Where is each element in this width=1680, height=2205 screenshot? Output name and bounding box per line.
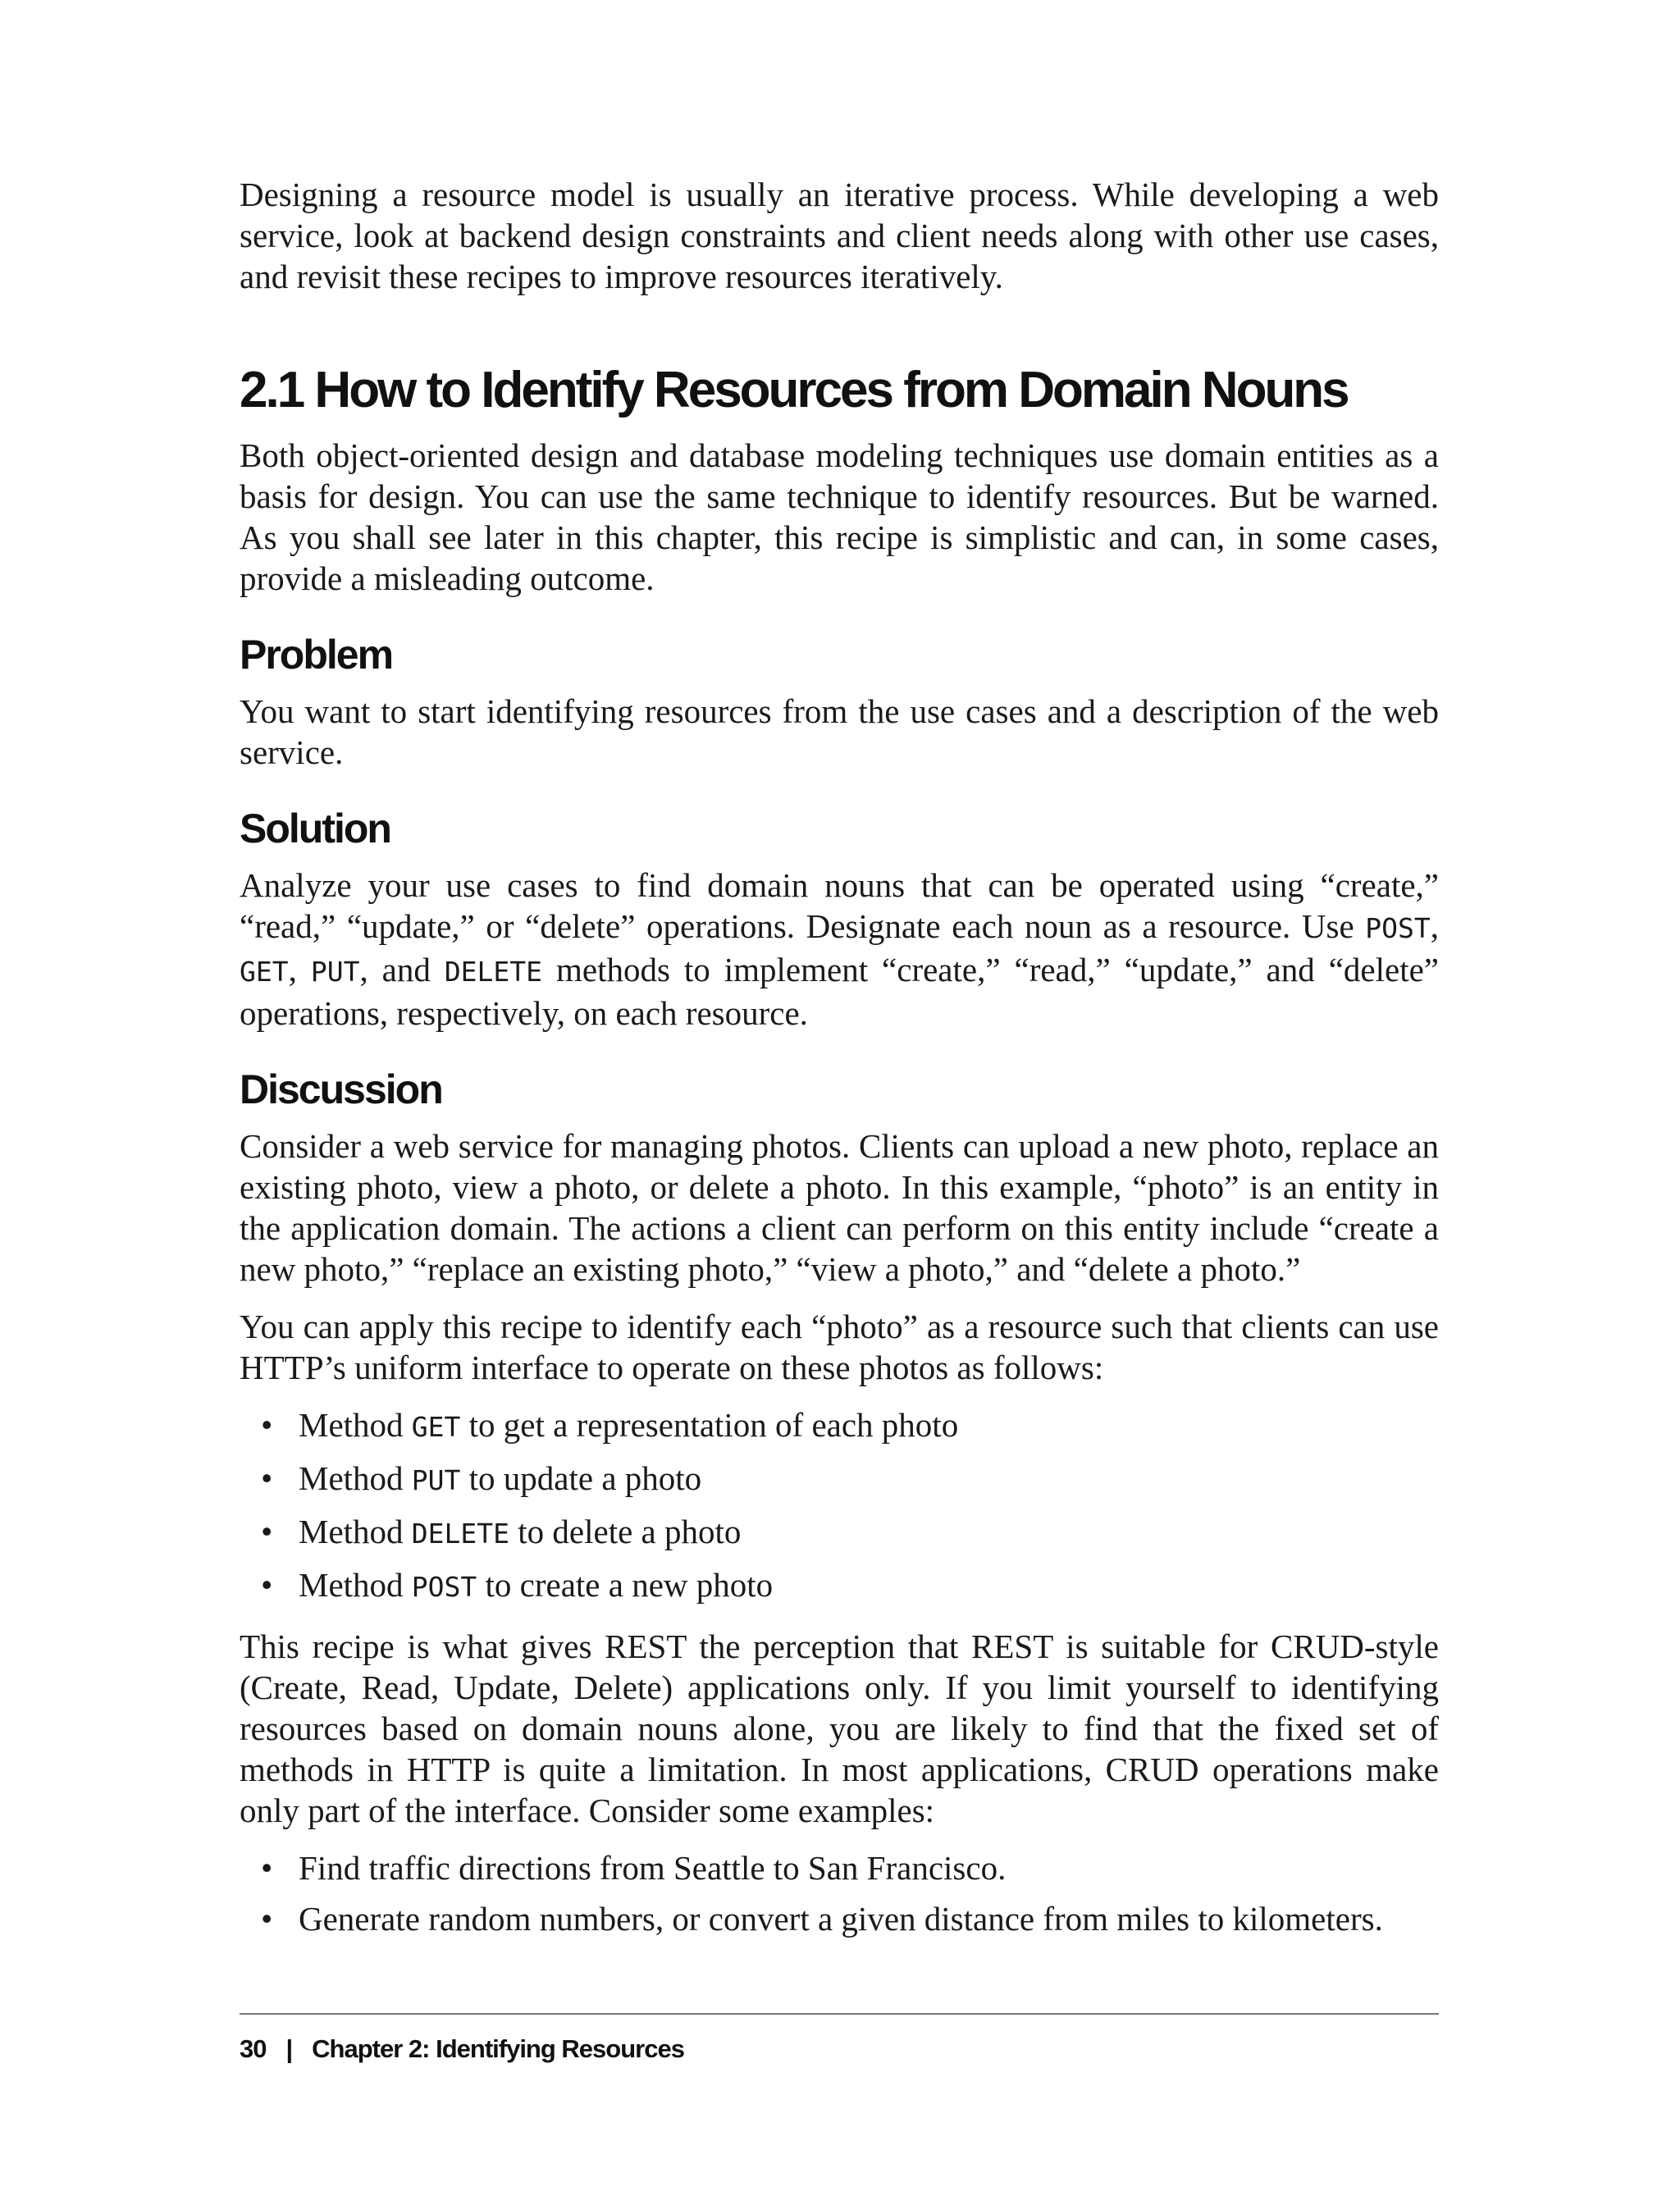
discussion-paragraph-1: Consider a web service for managing photos. Clients can upload a new photo, replace an existing photo, view a photo, or delete a photo. In this example, “photo” is an entity in the application domain. The actions a client can perform on this entity include “create a new photo,” “replace an existing photo,” “view a photo,” and “delete a photo.” [240,1127,1439,1288]
code-method: POST [411,1571,477,1603]
list-item-text: Method [299,1566,412,1604]
section-title: 2.1 How to Identify Resources from Domain Nouns [240,362,1348,418]
list-item-text: Method [299,1459,412,1497]
discussion-paragraph-3: This recipe is what gives REST the perception that REST is suitable for CRUD-style (Create, Read, Update, Delete) applications only. If you limit yourself to identifying resources based on domain nouns alone, you are likely to find that the fixed set of methods in HTTP is quite a limitation. In most applications, CRUD operations make only part of the interface. Consider some examples: [240,1628,1439,1829]
problem-heading: Problem [240,632,393,678]
solution-text: , and [359,951,445,988]
solution-paragraph [240,865,1439,1034]
section-intro-paragraph: Both object-oriented design and database modeling techniques use domain entities as a basis for design. You can use the same technique to identify resources. But be warned. As you shall see later in this chapter, this recipe is simplistic and can, in some cases, provide a misleading outcome. [240,436,1439,597]
code-put: PUT [310,956,360,988]
problem-paragraph: You want to start identifying resources from the use cases and a description of the web service. [240,692,1439,771]
page-footer [240,2013,1439,2064]
code-delete: DELETE [444,956,543,988]
http-methods-list [240,1404,1439,1608]
discussion-paragraph-2: You can apply this recipe to identify each “photo” as a resource such that clients can use HTTP’s uniform interface to operate on these photos as follows: [240,1308,1439,1386]
examples-list [240,1847,1439,1939]
code-method: GET [411,1411,461,1443]
bullet-icon: • [261,1406,273,1444]
intro-paragraph: Designing a resource model is usually an iterative process. While developing a web service, look at backend design constraints and client needs along with other use cases, and revisit these recipes to improve resources iteratively. [240,176,1439,295]
code-post: POST [1365,912,1431,944]
code-get: GET [240,956,289,988]
list-item [240,1564,1439,1608]
bullet-icon: • [261,1900,273,1938]
list-item [240,1898,1439,1939]
page-number: 30 [240,2034,267,2063]
list-item [240,1458,1439,1501]
solution-heading: Solution [240,806,390,851]
bullet-icon: • [261,1459,273,1497]
list-item [240,1404,1439,1448]
list-item-text: to create a new photo [477,1566,774,1604]
list-item-text: to get a representation of each photo [460,1406,959,1444]
list-item-text: Method [299,1406,412,1444]
solution-text: , [288,951,311,988]
solution-text: Analyze your use cases to find domain nouns that can be operated using “create,” “read,” “update,” or “delete” operations. Designate each noun as a resource. Use [240,866,1439,945]
solution-text: methods to implement “create,” “read,” “update,” and “delete” operations, respectively, on each resource. [240,951,1439,1032]
list-item-text: Method [299,1513,412,1550]
code-method: PUT [411,1464,461,1496]
list-item [240,1511,1439,1554]
bullet-icon: • [261,1513,273,1550]
bullet-icon: • [261,1566,273,1604]
list-item-text: to update a photo [460,1459,702,1497]
bullet-icon: • [261,1849,273,1887]
page-content [240,174,1439,1957]
code-method: DELETE [411,1518,510,1550]
footer-separator: | [285,2034,293,2063]
list-item [240,1847,1439,1888]
running-chapter-title: Chapter 2: Identifying Resources [312,2034,684,2063]
list-item-text: Generate random numbers, or convert a given distance from miles to kilometers. [299,1900,1383,1938]
list-item-text: to delete a photo [509,1513,742,1550]
solution-text: , [1430,907,1439,945]
list-item-text: Find traffic directions from Seattle to San Francisco. [299,1849,1007,1887]
discussion-heading: Discussion [240,1066,442,1112]
